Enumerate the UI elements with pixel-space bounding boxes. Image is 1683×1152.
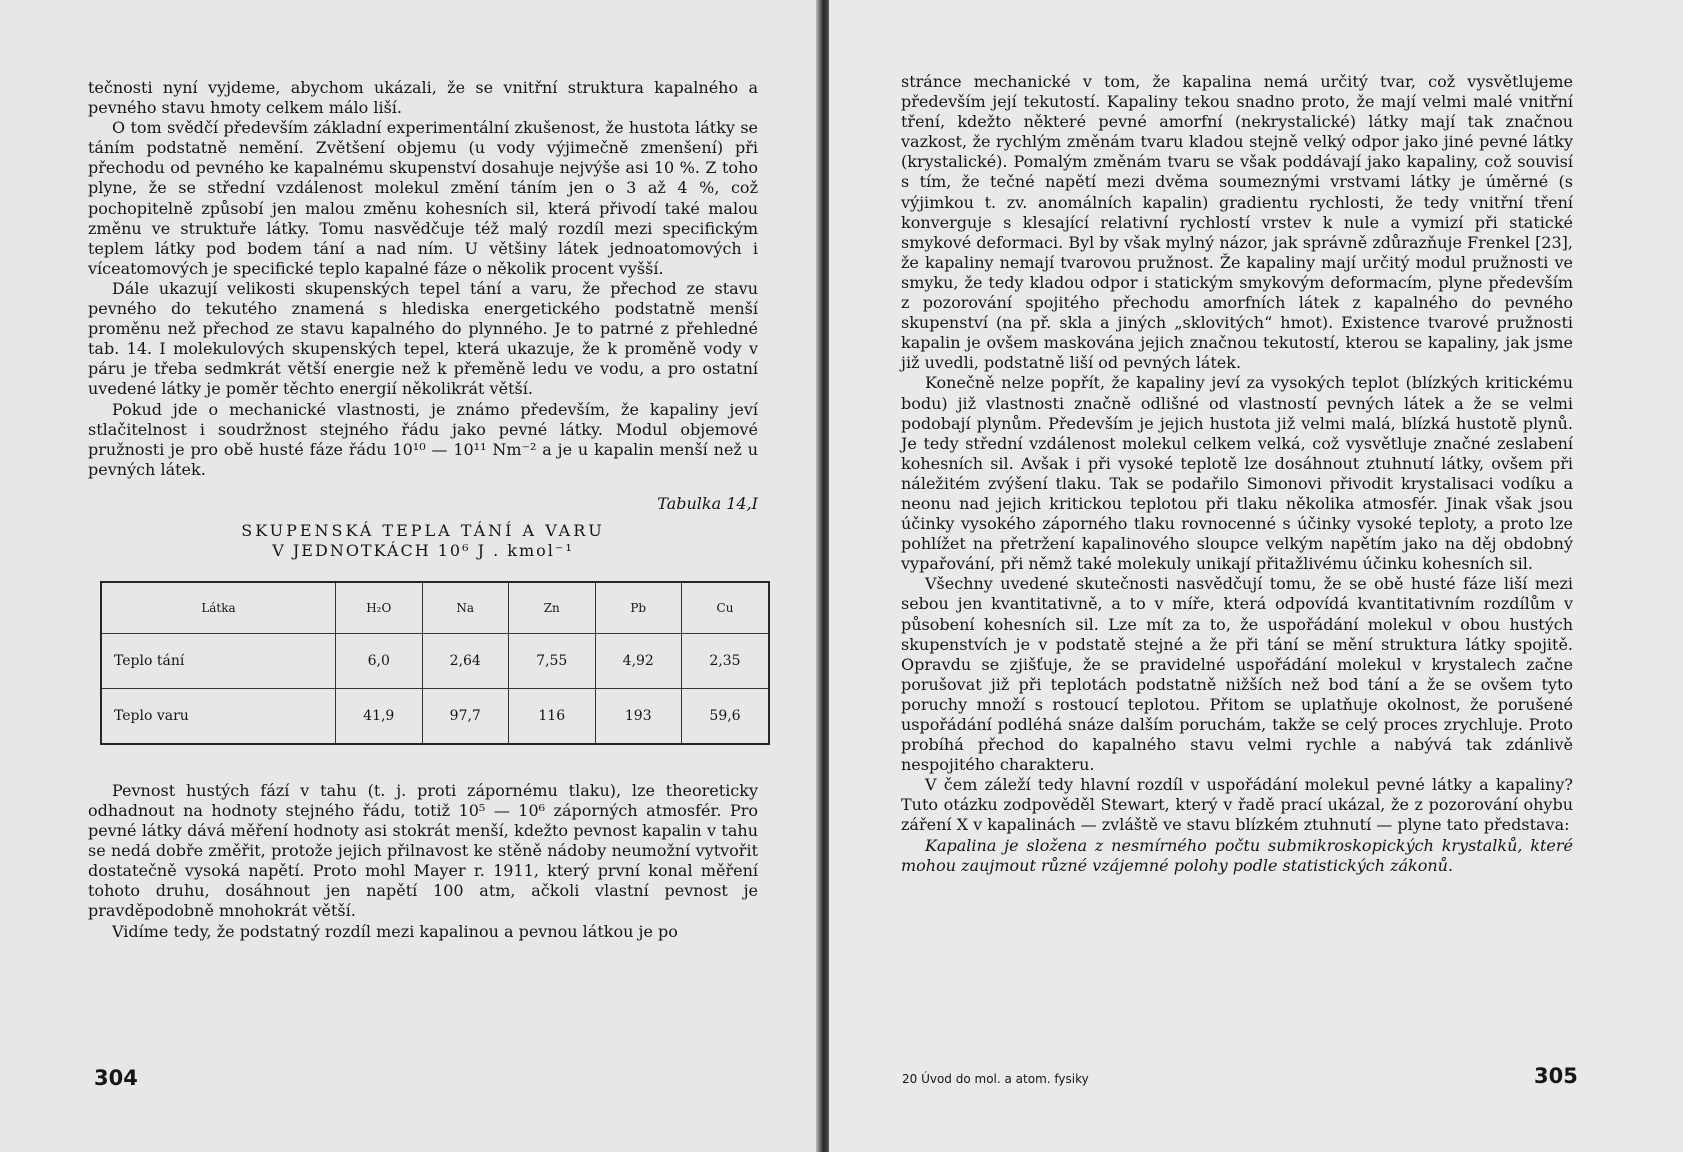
table-cell: 116 [509,688,596,744]
table-title-line2: V JEDNOTKÁCH 10⁶ J . kmol⁻¹ [272,540,574,560]
table-cell: 97,7 [422,688,509,744]
table-cell: 4,92 [595,633,682,688]
table-title [88,521,758,561]
paragraph: Vidíme tedy, že podstatný rozdíl mezi kapalinou a pevnou látkou je po [112,921,678,941]
table-cell: 59,6 [682,688,770,744]
paragraph-conclusion: Kapalina je složena z nesmírného počtu submikroskopických krystalků, které mohou zaujmout různé vzájemné polohy podle statistických zákonů. [901,835,1573,875]
paragraph: O tom svědčí především základní experimentální zkušenost, že hustota látky se táním podstatně nemění. Zvětšení objemu (u vody výjimečně zmenšení) při přechodu od pevného ke kapalnému skupenství dosahuje nejvýše asi 10 %. Z toho plyne, že se střední vzdálenost molekul změní táním jen o 3 až 4 %, což pochopitelně způsobí jen malou změnu kohesních sil, která přivodí také malou změnu ve struktuře látky. Tomu nasvědčuje též malý rozdíl mezi specifickým teplem látky pod bodem tání a nad ním. U většiny látek jednoatomových i víceatomových je specifické teplo kapalné fáze o několik procent vyšší. [88,118,758,278]
table-header-cell: Látka [101,582,336,634]
table-cell: 2,35 [682,633,770,688]
table-header-cell: Na [422,582,509,634]
page-number-right: 305 [1534,1064,1578,1088]
table-row-label: Teplo tání [101,633,336,688]
paragraph: Konečně nelze popřít, že kapaliny jeví za vysokých teplot (blízkých kritickému bodu) již vlastnosti značně odlišné od vlastností pevných látek a že se velmi podobají plynům. Především je jejich hustota již velmi malá, blízká hustotě plynů. Je tedy střední vzdálenost molekul celkem velká, což vysvětluje značné zeslabení kohesních sil. Avšak i při vysoké teplotě lze dosáhnout ztuhnutí látky, ovšem při náležitém zvýšení tlaku. Tak se podařilo Simonovi přivodit krystalisaci vodíku a neonu nad jejich kritickou teplotou při tlaku několika atmosfér. Jinak však jsou účinky vysokého záporného tlaku rovnocenné s účinky vysoké teploty, a proto lze pohlížet na přetržení kapalinového sloupce velkým napětím jako na děj obdobný vypařování, při němž také molekuly unikají přitažlivému účinku kohesních sil. [901,373,1573,574]
table-cell: 2,64 [422,633,509,688]
paragraph: Pokud jde o mechanické vlastnosti, je známo především, že kapaliny jeví stlačitelnost i soudržnost stejného řádu jako pevné látky. Modul objemové pružnosti je pro obě husté fáze řádu 10¹⁰ — 10¹¹ Nm⁻² a je u kapalin menší než u pevných látek. [88,399,758,479]
table-cell: 193 [595,688,682,744]
paragraph: stránce mechanické v tom, že kapalina nemá určitý tvar, což vysvětlujeme především její tekutostí. Kapaliny tekou snadno proto, že mají velmi malé vnitřní tření, kdežto některé pevné amorfní (nekrystalické) látky mají tak značnou vazkost, že rychlým změnám tvaru kladou stejně velký odpor jako jiné pevné látky (krystalické). Pomalým změnám tvaru se však poddávají jako kapaliny, což souvisí s tím, že tečné napětí mezi dvěma soumeznými vrstvami látky je úměrné (s výjimkou t. zv. anomálních kapalin) gradientu rychlosti, že tedy vnitřní tření konverguje s klesající relativní rychlostí vrstev k nule a vymizí při statické smykové deformaci. Byl by však mylný názor, jak správně zdůrazňuje Frenkel [23], že kapaliny nemají tvarovou pružnost. Že kapaliny mají určitý modul pružnosti ve smyku, že tedy kladou odpor i statickým smykovým deformacím, plyne především z pozorování spojitého přechodu amorfních látek z kapalného do pevného skupenství (na př. skla a jiných „sklovitých“ hmot). Existence tvarové pružnosti kapalin je ovšem maskována jejich značnou tekutostí, kterou se kapaliny, jak jsme již uvedli, podstatně liší od pevných látek. [901,72,1573,373]
chapter-footer: 20 Úvod do mol. a atom. fysiky [902,1072,1089,1086]
paragraph: Dále ukazují velikosti skupenských tepel tání a varu, že přechod ze stavu pevného do tekutého znamená s hlediska energetického podstatně menší proměnu než přechod ze stavu kapalného do plynného. Je to patrné z přehledné tab. 14. I molekulových skupenských tepel, která ukazuje, že k proměně vody v páru je třeba sedmkrát větší energie než k přeměně ledu ve vodu, a pro ostatní uvedené látky je poměr těchto energií několikrát větší. [88,278,758,399]
table-header-cell: Zn [509,582,596,634]
table-cell: 7,55 [509,633,596,688]
table-header-cell: Cu [682,582,770,634]
table-header-cell: H₂O [336,582,423,634]
left-page [0,0,820,1152]
table-header-cell: Pb [595,582,682,634]
table-row [101,688,769,744]
table-cell: 6,0 [336,633,423,688]
page-number-left: 304 [94,1066,138,1090]
table-title-line1: SKUPENSKÁ TEPLA TÁNÍ A VARU [241,520,605,540]
paragraph: tečnosti nyní vyjdeme, abychom ukázali, že se vnitřní struktura kapalného a pevného stavu hmoty celkem málo liší. [88,78,758,118]
table-label: Tabulka 14,I [657,493,758,513]
table-header-row [101,582,769,634]
text-after-table [88,781,758,942]
latent-heat-table [100,581,770,745]
paragraph: Pevnost hustých fází v tahu (t. j. proti zápornému tlaku), lze theoreticky odhadnout na hodnoty stejného řádu, totiž 10⁵ — 10⁶ záporných atmosfér. Pro pevné látky dává měření hodnoty asi stokrát menší, kdežto pevnost kapalin v tahu se nedá dobře změřit, protože jejich přilnavost ke stěně nádoby neumožní vytvořit dostatečně vysoká napětí. Proto mohl Mayer r. 1911, který první konal měření tohoto druhu, dosáhnout jen napětí 100 atm, ačkoli vlastní pevnost je pravděpodobně mnohokrát větší. [88,780,758,921]
right-page [829,0,1683,1152]
paragraph: V čem záleží tedy hlavní rozdíl v uspořádání molekul pevné látky a kapaliny? Tuto otázku zodpověděl Stewart, který v řadě prací ukázal, že z pozorování ohybu záření X v kapalinách — zvláště ve stavu blízkém ztuhnutí — plyne tato představa: [901,775,1573,835]
table-row-label: Teplo varu [101,688,336,744]
paragraph: Všechny uvedené skutečnosti nasvědčují tomu, že se obě husté fáze liší mezi sebou jen kvantitativně, a to v míře, která odpovídá kvantitativním rozdílům v působení kohesních sil. Lze mít za to, že uspořádání molekul v obou hustých skupenstvích je v podstatě stejné a že při tání se mění struktura látky spojitě. Opravdu se zjišťuje, že se pravidelné uspořádání molekul v krystalech začne porušovat již při teplotách podstatně nižších než bod tání a že se ovšem tyto poruchy množí s rostoucí teplotou. Přitom se uplatňuje okolnost, že porušené uspořádání podléhá snáze dalším poruchám, takže se celý proces zrychluje. Proto probíhá přechod do kapalného stavu velmi rychle a nabývá tak zdánlivě nespojitého charakteru. [901,574,1573,775]
table-row [101,633,769,688]
table-cell: 41,9 [336,688,423,744]
